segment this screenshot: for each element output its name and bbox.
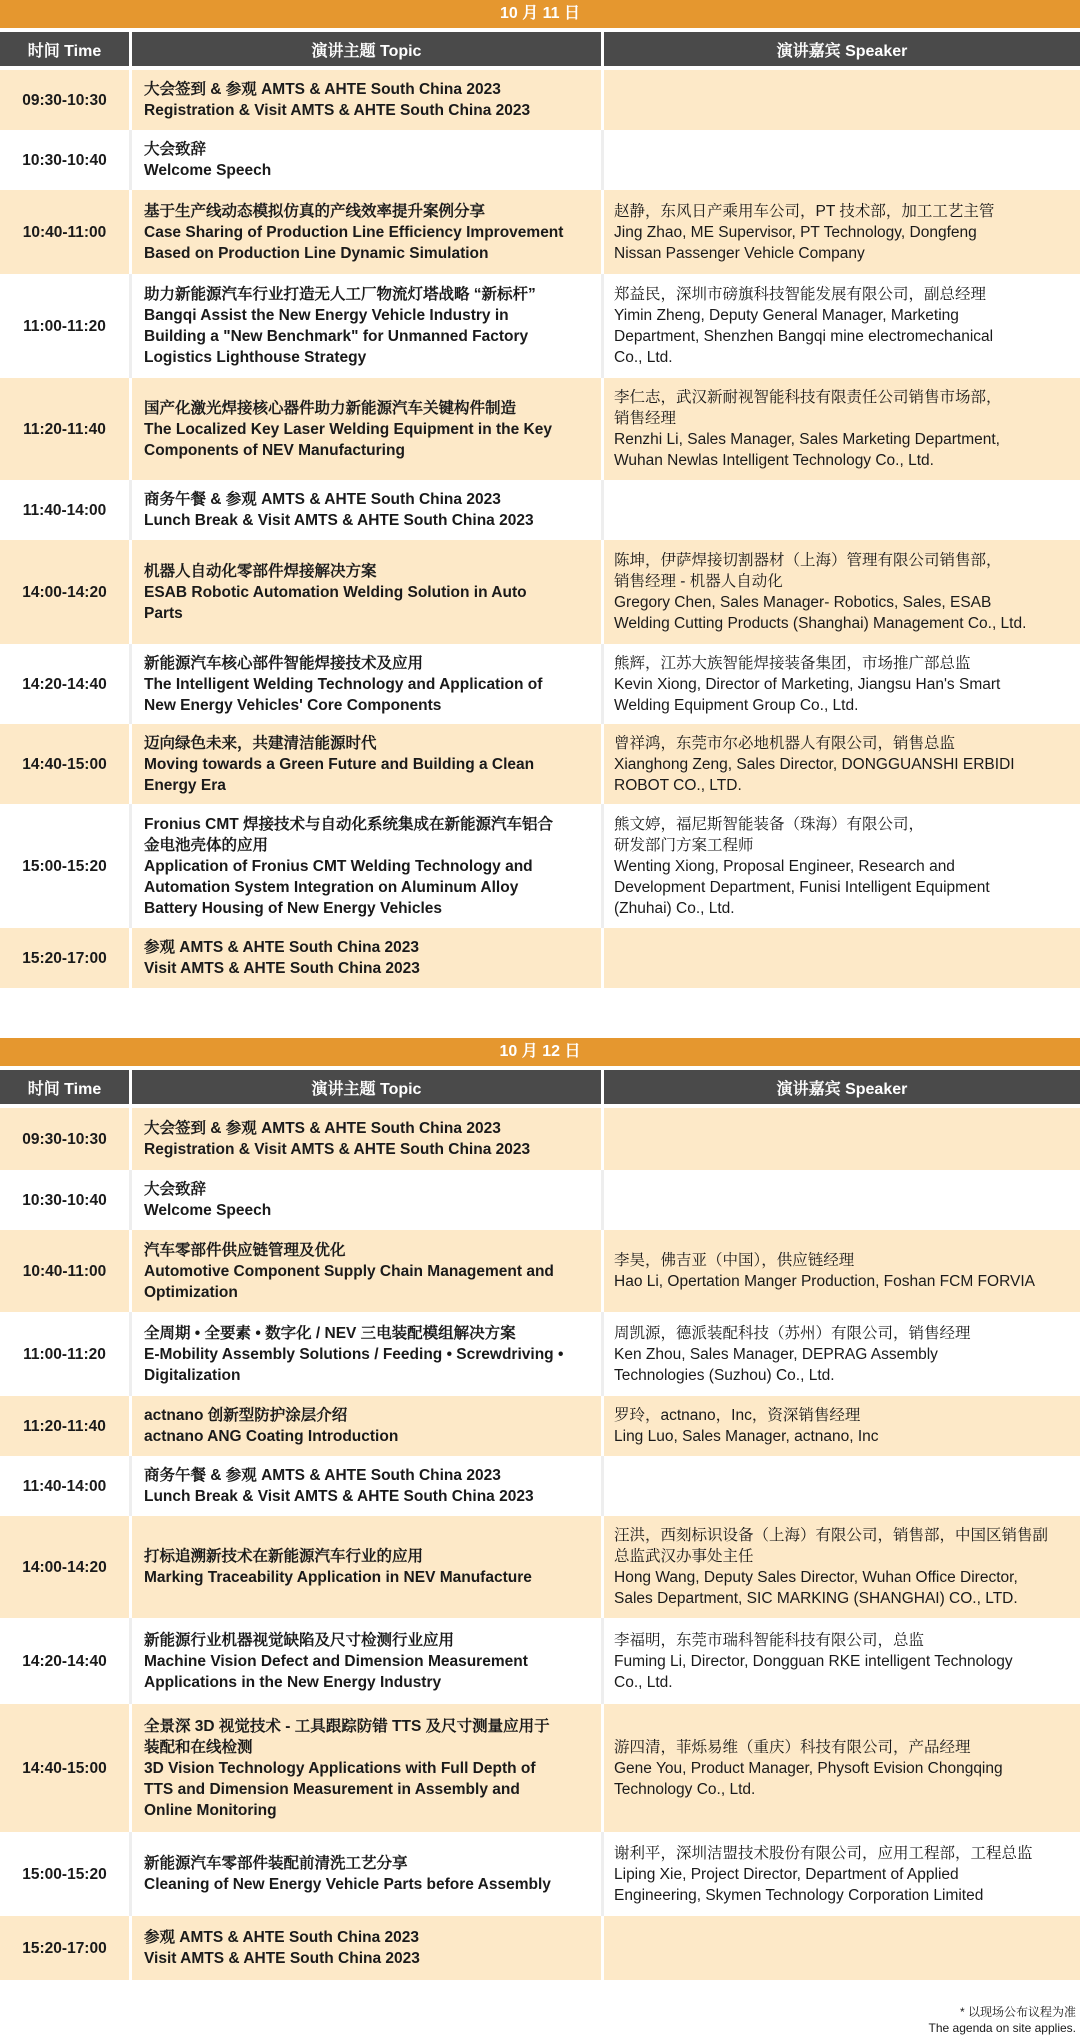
topic-line: Registration & Visit AMTS & AHTE South China 2023 bbox=[144, 102, 531, 119]
table-header bbox=[0, 32, 1080, 66]
speaker-cell bbox=[604, 1230, 1080, 1312]
topic-cell bbox=[132, 190, 604, 274]
speaker-line: 销售经理 bbox=[614, 410, 677, 427]
speaker-line: Gregory Chen, Sales Manager- Robotics, Sales, ESAB bbox=[614, 594, 992, 611]
day-block-oct-11 bbox=[0, 0, 1080, 988]
topic-line: Marking Traceability Application in NEV Manufacture bbox=[144, 1569, 532, 1586]
speaker-line: 销售经理 - 机器人自动化 bbox=[614, 573, 783, 590]
table-row bbox=[0, 1312, 1080, 1396]
speaker-line: 李福明，东莞市瑞科智能科技有限公司，总监 bbox=[614, 1631, 925, 1649]
speaker-line: (Zhuhai) Co., Ltd. bbox=[614, 899, 735, 917]
speaker-cell bbox=[604, 1704, 1080, 1832]
speaker-line: 周凯源，德派装配科技（苏州）有限公司，销售经理 bbox=[614, 1324, 971, 1342]
speaker-line: 熊辉，江苏大族智能焊接装备集团，市场推广部总监 bbox=[614, 654, 971, 672]
topic-line: 大会签到 & 参观 AMTS & AHTE South China 2023 bbox=[144, 1120, 501, 1137]
footnote bbox=[929, 2004, 1076, 2036]
speaker-line: 罗玲，actnano，Inc，资深销售经理 bbox=[614, 1407, 861, 1424]
table-row bbox=[0, 480, 1080, 540]
topic-line: 大会致辞 bbox=[144, 1181, 207, 1198]
speaker-line: Welding Cutting Products (Shanghai) Management Co., Ltd. bbox=[614, 615, 1027, 632]
topic-line: Machine Vision Defect and Dimension Measurement bbox=[144, 1652, 528, 1670]
topic-line: 迈向绿色未来，共建清洁能源时代 bbox=[144, 734, 377, 752]
agenda-rows bbox=[0, 70, 1080, 988]
time-cell: 15:20-17:00 bbox=[0, 1916, 132, 1980]
topic-line: Parts bbox=[144, 604, 183, 622]
speaker-line: 谢利平，深圳洁盟技术股份有限公司，应用工程部，工程总监 bbox=[614, 1844, 1033, 1862]
header-topic: 演讲主题 Topic bbox=[132, 32, 604, 66]
topic-line: Energy Era bbox=[144, 776, 226, 794]
speaker-cell bbox=[604, 1312, 1080, 1396]
speaker-line: Department, Shenzhen Bangqi mine electromechanical bbox=[614, 328, 994, 345]
speaker-cell bbox=[604, 480, 1080, 540]
speaker-line: Technology Co., Ltd. bbox=[614, 1780, 756, 1798]
header-speaker: 演讲嘉宾 Speaker bbox=[604, 32, 1080, 66]
speaker-line: 赵静，东风日产乘用车公司，PT 技术部，加工工艺主管 bbox=[614, 202, 995, 220]
speaker-line: 研发部门方案工程师 bbox=[614, 836, 754, 854]
speaker-cell bbox=[604, 1170, 1080, 1230]
topic-cell bbox=[132, 480, 604, 540]
speaker-line: Yimin Zheng, Deputy General Manager, Marketing bbox=[614, 307, 959, 324]
topic-line: 3D Vision Technology Applications with Full Depth of bbox=[144, 1759, 536, 1777]
speaker-line: Hong Wang, Deputy Sales Director, Wuhan Office Director, bbox=[614, 1569, 1018, 1586]
day-banner: 10 月 12 日 bbox=[0, 1038, 1080, 1066]
time-cell: 15:00-15:20 bbox=[0, 804, 132, 928]
topic-line: Cleaning of New Energy Vehicle Parts before Assembly bbox=[144, 1876, 551, 1893]
topic-cell bbox=[132, 1230, 604, 1312]
topic-line: 参观 AMTS & AHTE South China 2023 bbox=[144, 939, 420, 956]
topic-line: 金电池壳体的应用 bbox=[144, 836, 269, 854]
speaker-line: Jing Zhao, ME Supervisor, PT Technology, Dongfeng bbox=[614, 223, 977, 241]
topic-line: 商务午餐 & 参观 AMTS & AHTE South China 2023 bbox=[144, 1467, 501, 1484]
topic-line: 汽车零部件供应链管理及优化 bbox=[144, 1241, 346, 1259]
speaker-line: Wenting Xiong, Proposal Engineer, Research and bbox=[614, 857, 955, 875]
time-cell: 14:00-14:20 bbox=[0, 1516, 132, 1618]
speaker-cell bbox=[604, 1832, 1080, 1916]
topic-line: 全周期 • 全要素 • 数字化 / NEV 三电装配模组解决方案 bbox=[144, 1324, 516, 1342]
time-cell: 09:30-10:30 bbox=[0, 1108, 132, 1170]
topic-line: 新能源行业机器视觉缺陷及尺寸检测行业应用 bbox=[144, 1631, 455, 1649]
topic-line: Building a "New Benchmark" for Unmanned Factory bbox=[144, 328, 529, 345]
table-row bbox=[0, 1396, 1080, 1456]
table-row bbox=[0, 1456, 1080, 1516]
table-row bbox=[0, 1516, 1080, 1618]
time-cell: 14:20-14:40 bbox=[0, 644, 132, 724]
topic-line: Digitalization bbox=[144, 1366, 241, 1384]
table-row bbox=[0, 1170, 1080, 1230]
topic-line: Battery Housing of New Energy Vehicles bbox=[144, 899, 443, 917]
topic-line: 装配和在线检测 bbox=[144, 1738, 253, 1756]
topic-cell bbox=[132, 378, 604, 480]
speaker-cell bbox=[604, 1396, 1080, 1456]
speaker-line: Ken Zhou, Sales Manager, DEPRAG Assembly bbox=[614, 1345, 938, 1363]
time-cell: 14:20-14:40 bbox=[0, 1618, 132, 1704]
speaker-cell bbox=[604, 804, 1080, 928]
table-row bbox=[0, 1618, 1080, 1704]
speaker-line: Ling Luo, Sales Manager, actnano, Inc bbox=[614, 1428, 879, 1445]
topic-line: Visit AMTS & AHTE South China 2023 bbox=[144, 960, 420, 977]
topic-line: Applications in the New Energy Industry bbox=[144, 1673, 442, 1691]
topic-line: 国产化激光焊接核心器件助力新能源汽车关键构件制造 bbox=[144, 399, 517, 417]
day-banner: 10 月 11 日 bbox=[0, 0, 1080, 28]
topic-line: Lunch Break & Visit AMTS & AHTE South China 2023 bbox=[144, 1488, 534, 1505]
table-row bbox=[0, 644, 1080, 724]
topic-cell bbox=[132, 1456, 604, 1516]
topic-line: ESAB Robotic Automation Welding Solution in Auto bbox=[144, 583, 527, 601]
header-topic: 演讲主题 Topic bbox=[132, 1070, 604, 1104]
speaker-line: Kevin Xiong, Director of Marketing, Jiangsu Han's Smart bbox=[614, 675, 1001, 693]
topic-line: The Intelligent Welding Technology and Application of bbox=[144, 675, 543, 693]
speaker-line: Wuhan Newlas Intelligent Technology Co., Ltd. bbox=[614, 452, 934, 469]
speaker-line: Fuming Li, Director, Dongguan RKE intelligent Technology bbox=[614, 1652, 1013, 1670]
time-cell: 14:40-15:00 bbox=[0, 724, 132, 804]
topic-cell bbox=[132, 70, 604, 130]
speaker-cell bbox=[604, 190, 1080, 274]
table-row bbox=[0, 378, 1080, 480]
speaker-line: Renzhi Li, Sales Manager, Sales Marketing Department, bbox=[614, 431, 1000, 448]
topic-cell bbox=[132, 1704, 604, 1832]
topic-line: Registration & Visit AMTS & AHTE South China 2023 bbox=[144, 1141, 531, 1158]
speaker-cell bbox=[604, 130, 1080, 190]
topic-cell bbox=[132, 540, 604, 644]
topic-line: 参观 AMTS & AHTE South China 2023 bbox=[144, 1929, 420, 1946]
footnote-en: The agenda on site applies. bbox=[928, 2021, 1076, 2035]
header-speaker: 演讲嘉宾 Speaker bbox=[604, 1070, 1080, 1104]
speaker-line: 游四清，菲烁易维（重庆）科技有限公司，产品经理 bbox=[614, 1738, 971, 1756]
speaker-line: Liping Xie, Project Director, Department of Applied bbox=[614, 1865, 959, 1883]
speaker-line: 曾祥鸿，东莞市尔必地机器人有限公司，销售总监 bbox=[614, 734, 956, 752]
table-row bbox=[0, 274, 1080, 378]
header-time: 时间 Time bbox=[0, 32, 132, 66]
topic-line: Fronius CMT 焊接技术与自动化系统集成在新能源汽车铝合 bbox=[144, 815, 554, 833]
agenda-rows bbox=[0, 1108, 1080, 1980]
speaker-cell bbox=[604, 644, 1080, 724]
topic-line: TTS and Dimension Measurement in Assembly and bbox=[144, 1780, 520, 1798]
speaker-line: Gene You, Product Manager, Physoft Evision Chongqing bbox=[614, 1759, 1003, 1777]
table-row bbox=[0, 1108, 1080, 1170]
time-cell: 11:40-14:00 bbox=[0, 1456, 132, 1516]
table-row bbox=[0, 928, 1080, 988]
topic-line: Automation System Integration on Aluminum Alloy bbox=[144, 878, 519, 896]
topic-cell bbox=[132, 1516, 604, 1618]
speaker-line: Nissan Passenger Vehicle Company bbox=[614, 244, 865, 262]
table-row bbox=[0, 1704, 1080, 1832]
time-cell: 10:30-10:40 bbox=[0, 1170, 132, 1230]
table-row bbox=[0, 724, 1080, 804]
speaker-line: Co., Ltd. bbox=[614, 1673, 673, 1691]
time-cell: 14:00-14:20 bbox=[0, 540, 132, 644]
time-cell: 11:40-14:00 bbox=[0, 480, 132, 540]
topic-cell bbox=[132, 1832, 604, 1916]
topic-cell bbox=[132, 274, 604, 378]
topic-line: 大会致辞 bbox=[144, 141, 207, 158]
topic-line: Bangqi Assist the New Energy Vehicle Industry in bbox=[144, 307, 509, 324]
time-cell: 14:40-15:00 bbox=[0, 1704, 132, 1832]
topic-line: Application of Fronius CMT Welding Technology and bbox=[144, 857, 533, 875]
speaker-cell bbox=[604, 928, 1080, 988]
speaker-cell bbox=[604, 1108, 1080, 1170]
topic-line: New Energy Vehicles' Core Components bbox=[144, 696, 442, 714]
topic-line: 新能源汽车零部件装配前清洗工艺分享 bbox=[144, 1855, 408, 1872]
time-cell: 11:20-11:40 bbox=[0, 378, 132, 480]
time-cell: 15:00-15:20 bbox=[0, 1832, 132, 1916]
header-time: 时间 Time bbox=[0, 1070, 132, 1104]
time-cell: 15:20-17:00 bbox=[0, 928, 132, 988]
speaker-line: Hao Li, Opertation Manger Production, Foshan FCM FORVIA bbox=[614, 1273, 1035, 1290]
speaker-cell bbox=[604, 724, 1080, 804]
speaker-cell bbox=[604, 1916, 1080, 1980]
speaker-cell bbox=[604, 70, 1080, 130]
topic-cell bbox=[132, 1170, 604, 1230]
speaker-cell bbox=[604, 378, 1080, 480]
topic-line: Welcome Speech bbox=[144, 1202, 272, 1219]
speaker-line: Technologies (Suzhou) Co., Ltd. bbox=[614, 1366, 835, 1384]
topic-line: Welcome Speech bbox=[144, 162, 272, 179]
time-cell: 11:20-11:40 bbox=[0, 1396, 132, 1456]
speaker-cell bbox=[604, 540, 1080, 644]
speaker-line: Sales Department, SIC MARKING (SHANGHAI) CO., LTD. bbox=[614, 1590, 1018, 1607]
topic-line: 助力新能源汽车行业打造无人工厂物流灯塔战略 “新标杆” bbox=[144, 286, 536, 303]
table-header bbox=[0, 1070, 1080, 1104]
topic-line: Visit AMTS & AHTE South China 2023 bbox=[144, 1950, 420, 1967]
topic-line: 全景深 3D 视觉技术 - 工具跟踪防错 TTS 及尺寸测量应用于 bbox=[144, 1717, 550, 1735]
speaker-cell bbox=[604, 1618, 1080, 1704]
topic-line: Components of NEV Manufacturing bbox=[144, 441, 405, 459]
topic-line: Based on Production Line Dynamic Simulation bbox=[144, 244, 489, 262]
speaker-line: 郑益民，深圳市磅旗科技智能发展有限公司，副总经理 bbox=[614, 286, 987, 303]
time-cell: 10:40-11:00 bbox=[0, 1230, 132, 1312]
topic-line: 机器人自动化零部件焊接解决方案 bbox=[144, 562, 377, 580]
speaker-line: Welding Equipment Group Co., Ltd. bbox=[614, 696, 859, 714]
speaker-cell bbox=[604, 274, 1080, 378]
speaker-line: ROBOT CO., LTD. bbox=[614, 776, 742, 794]
table-row bbox=[0, 1916, 1080, 1980]
topic-cell bbox=[132, 928, 604, 988]
speaker-line: Engineering, Skymen Technology Corporation Limited bbox=[614, 1886, 984, 1904]
time-cell: 10:30-10:40 bbox=[0, 130, 132, 190]
topic-line: 打标追溯新技术在新能源汽车行业的应用 bbox=[144, 1548, 424, 1565]
speaker-line: 熊文婷，福尼斯智能装备（珠海）有限公司， bbox=[614, 815, 925, 833]
topic-cell bbox=[132, 1916, 604, 1980]
table-row bbox=[0, 190, 1080, 274]
topic-line: Online Monitoring bbox=[144, 1801, 277, 1819]
topic-line: The Localized Key Laser Welding Equipment in the Key bbox=[144, 420, 552, 438]
topic-cell bbox=[132, 724, 604, 804]
topic-line: 大会签到 & 参观 AMTS & AHTE South China 2023 bbox=[144, 81, 501, 98]
topic-cell bbox=[132, 804, 604, 928]
table-row bbox=[0, 1230, 1080, 1312]
topic-cell bbox=[132, 644, 604, 724]
topic-line: actnano ANG Coating Introduction bbox=[144, 1428, 399, 1445]
topic-line: 商务午餐 & 参观 AMTS & AHTE South China 2023 bbox=[144, 491, 501, 508]
speaker-line: 总监武汉办事处主任 bbox=[614, 1548, 754, 1565]
topic-line: 新能源汽车核心部件智能焊接技术及应用 bbox=[144, 654, 424, 672]
topic-cell bbox=[132, 1312, 604, 1396]
topic-line: Lunch Break & Visit AMTS & AHTE South China 2023 bbox=[144, 512, 534, 529]
table-row bbox=[0, 540, 1080, 644]
time-cell: 11:00-11:20 bbox=[0, 274, 132, 378]
topic-cell bbox=[132, 1396, 604, 1456]
topic-line: Automotive Component Supply Chain Management and bbox=[144, 1262, 554, 1280]
time-cell: 10:40-11:00 bbox=[0, 190, 132, 274]
topic-line: 基于生产线动态模拟仿真的产线效率提升案例分享 bbox=[144, 202, 486, 220]
speaker-line: Development Department, Funisi Intelligent Equipment bbox=[614, 878, 990, 896]
topic-line: Logistics Lighthouse Strategy bbox=[144, 349, 367, 366]
time-cell: 09:30-10:30 bbox=[0, 70, 132, 130]
speaker-line: Xianghong Zeng, Sales Director, DONGGUANSHI ERBIDI bbox=[614, 755, 1015, 773]
topic-line: Case Sharing of Production Line Efficiency Improvement bbox=[144, 223, 564, 241]
topic-cell bbox=[132, 1618, 604, 1704]
speaker-line: 陈坤，伊萨焊接切割器材（上海）管理有限公司销售部， bbox=[614, 552, 1002, 569]
time-cell: 11:00-11:20 bbox=[0, 1312, 132, 1396]
topic-line: Optimization bbox=[144, 1283, 238, 1301]
topic-cell bbox=[132, 1108, 604, 1170]
topic-line: E-Mobility Assembly Solutions / Feeding • Screwdriving • bbox=[144, 1345, 564, 1363]
topic-cell bbox=[132, 130, 604, 190]
table-row bbox=[0, 804, 1080, 928]
speaker-line: Co., Ltd. bbox=[614, 349, 673, 366]
table-row bbox=[0, 70, 1080, 130]
topic-line: actnano 创新型防护涂层介绍 bbox=[144, 1407, 348, 1424]
footnote-cn: * 以现场公布议程为准 bbox=[959, 2005, 1076, 2019]
speaker-line: 汪洪，西刻标识设备（上海）有限公司，销售部，中国区销售副 bbox=[614, 1527, 1049, 1544]
topic-line: Moving towards a Green Future and Building a Clean bbox=[144, 755, 535, 773]
speaker-line: 李仁志，武汉新耐视智能科技有限责任公司销售市场部， bbox=[614, 389, 1002, 406]
speaker-line: 李昊，佛吉亚（中国），供应链经理 bbox=[614, 1252, 855, 1269]
table-row bbox=[0, 1832, 1080, 1916]
table-row bbox=[0, 130, 1080, 190]
speaker-cell bbox=[604, 1516, 1080, 1618]
speaker-cell bbox=[604, 1456, 1080, 1516]
day-block-oct-12 bbox=[0, 1038, 1080, 1980]
